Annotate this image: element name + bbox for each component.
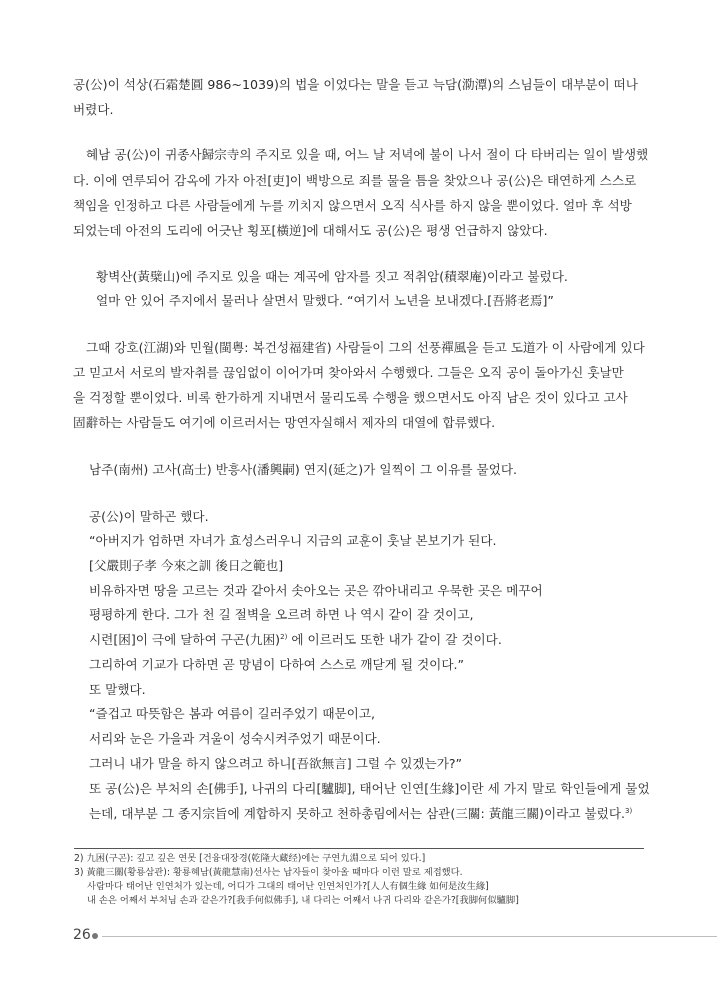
text-line: 공(公)이 석상(石霜楚圓 986~1039)의 법을 이었다는 말을 듣고 늑담(泐潭)의 스님들이 대부분이 떠나	[73, 77, 638, 92]
text-line: 固辭하는 사람들도 여기에 이르러서는 망연자실해서 제자의 대열에 합류했다.	[73, 415, 496, 430]
footnote: 3) 黃龍三關(황룡삼관): 황룡혜남(黃龍慧南)선사는 납자들이 찾아올 때마다 이런 말로 제접했다.	[74, 867, 463, 878]
text-line: “아버지가 엄하면 자녀가 효성스러우니 지금의 교훈이 훗날 본보기가 된다.	[89, 533, 497, 548]
text-line: “즐겁고 따뜻함은 봄과 여름이 길러주었기 때문이고,	[89, 706, 376, 721]
text-line	[89, 805, 632, 823]
footnote: 사람마다 태어난 인연처가 있는데, 어디가 그대의 태어난 인연처인가?[人人有個生緣 如何是汝生緣]	[87, 881, 489, 892]
footer-rule	[102, 936, 717, 937]
text-segment: 에 이르러도 또한 내가 같이 갈 것이다.	[291, 632, 502, 647]
text-line: 얼마 안 있어 주지에서 물러나 살면서 말했다. “여기서 노년을 보내겠다.[吾將老焉]”	[96, 293, 554, 308]
text-line: 혜남 공(公)이 귀종사歸宗寺의 주지로 있을 때, 어느 날 저녁에 불이 나서 절이 다 타버리는 일이 발생했	[86, 147, 649, 162]
text-line: 비유하자면 땅을 고르는 것과 같아서 솟아오는 곳은 깎아내리고 우묵한 곳은 메꾸어	[89, 583, 543, 598]
text-line: 고 믿고서 서로의 발자취를 끊임없이 이어가며 찾아와서 수행했다. 그들은 오직 공이 돌아가신 훗날만	[73, 365, 624, 380]
footnote-ref: 3)	[625, 807, 633, 815]
text-line: 황벽산(黃檗山)에 주지로 있을 때는 계곡에 암자를 짓고 적취암(積翠庵)이라고 불렀다.	[96, 269, 568, 284]
footnote-ref: 2)	[280, 633, 288, 641]
text-segment: 는데, 대부분 그 종지宗旨에 계합하지 못하고 천하총림에서는 삼관(三關: 黃龍三關)이라고 불렀다.	[89, 806, 625, 821]
text-line: 다. 이에 연루되어 감옥에 가자 아전[吏]이 백방으로 죄를 물을 틈을 찾았으나 공(公)은 태연하게 스스로	[73, 173, 637, 188]
text-line: 을 걱정할 뿐이었다. 비록 한가하게 지내면서 물리도록 수행을 했으면서도 아직 남은 것이 있다고 고사	[73, 390, 628, 405]
text-line: 공(公)이 말하곤 했다.	[89, 509, 209, 524]
text-line: 서리와 눈은 가을과 겨울이 성숙시켜주었기 때문이다.	[89, 731, 381, 746]
text-line: 그때 강호(江湖)와 민월(閩粤: 복건성福建省) 사람들이 그의 선풍禪風을 듣고 도道가 이 사람에게 있다	[86, 340, 645, 355]
text-line: [父嚴則子孝 今來之訓 後日之範也]	[89, 558, 284, 573]
text-line: 책임을 인정하고 다른 사람들에게 누를 끼치지 않으면서 오직 식사를 하지 않을 뿐이었다. 얼마 후 석방	[73, 198, 632, 213]
text-line: 버렸다.	[73, 102, 114, 117]
text-segment: 시련[困]이 극에 달하여 구곤(九困)	[89, 632, 281, 647]
page-number: 26	[73, 927, 91, 943]
text-line: 또 공(公)은 부처의 손[佛手], 나귀의 다리[驢脚], 태어난 인연[生緣]이란 세 가지 말로 학인들에게 물었	[89, 781, 650, 796]
text-line: 또 말했다.	[89, 682, 146, 697]
footnote: 내 손은 어째서 부처님 손과 같은가?[我手何似佛手], 내 다리는 어째서 나귀 다리와 같은가?[我脚何似驢脚]	[87, 895, 519, 906]
footnote: 2) 九困(구곤): 깊고 깊은 연못 [건융대장경(乾隆大藏经)에는 구연九淵으로 되어 있다.]	[74, 853, 426, 864]
text-line: 되었는데 아전의 도리에 어긋난 횡포[橫逆]에 대해서도 공(公)은 평생 언급하지 않았다.	[73, 223, 548, 238]
text-line: 그리하여 기교가 다하면 곧 망념이 다하여 스스로 깨닫게 될 것이다.”	[89, 657, 465, 672]
text-line: 평평하게 한다. 그가 천 길 절벽을 오르려 하면 나 역시 같이 갈 것이고,	[89, 607, 474, 622]
text-line: 그러니 내가 말을 하지 않으려고 하니[吾欲無言] 그럴 수 있겠는가?”	[89, 756, 463, 771]
text-line	[89, 631, 502, 649]
text-line: 남주(南州) 고사(高士) 반흥사(潘興嗣) 연지(延之)가 일찍이 그 이유를 물었다.	[89, 462, 517, 477]
footnote-divider	[74, 848, 644, 849]
page-number-dot	[92, 933, 98, 939]
